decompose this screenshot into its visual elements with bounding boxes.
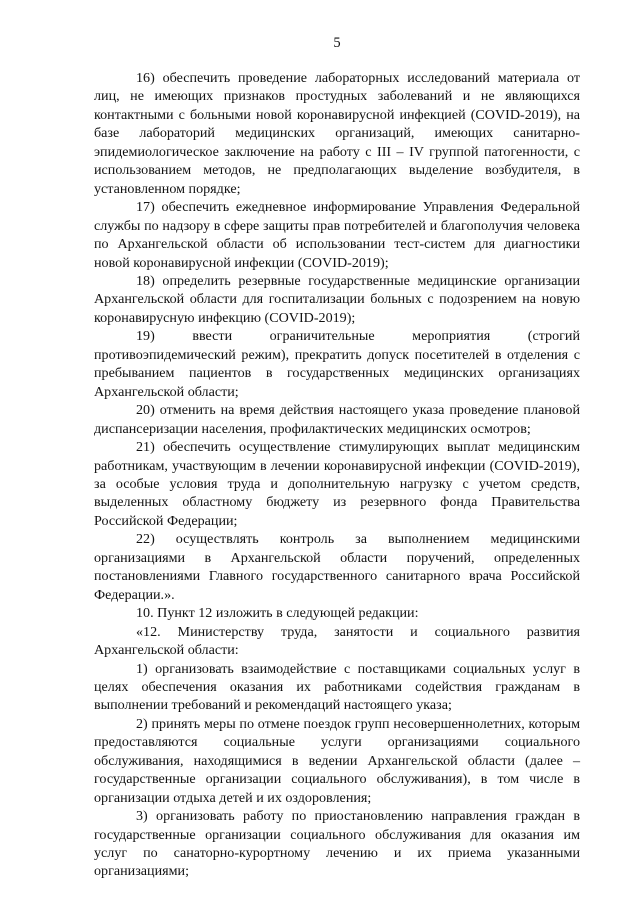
paragraph-point-12-heading: «12. Министерству труда, занятости и социального развития Архангельской области: [94,623,580,659]
paragraph-item-17: 17) обеспечить ежедневное информирование Управления Федеральной службы по надзору в сфере защиты прав потребителей и благополучия человека по Архангельской области об использовании тест-систем для диагностики новой коронавирусной инфекции (COVID-2019); [94,199,580,271]
paragraph-subitem-2: 2) принять меры по отмене поездок групп несовершеннолетних, которым предоставляются социальные услуги организациями социального обслуживания, находящимися в ведении Архангельской области (далее – государственные организации социального обслуживания), в том числе в организации отдыха детей и их оздоровления; [94,715,580,806]
paragraph-item-19: 19) ввести ограничительные мероприятия (строгий противоэпидемический режим), прекратить допуск посетителей в отделения с пребыванием пациентов в государственных медицинских организациях Архангельской области; [94,328,580,400]
paragraph-item-18: 18) определить резервные государственные медицинские организации Архангельской области для госпитализации больных с подозрением на новую коронавирусную инфекцию (COVID-2019); [94,272,580,326]
paragraph-item-16: 16) обеспечить проведение лабораторных исследований материала от лиц, не имеющих признаков простудных заболеваний и не являющихся контактными с больными новой коронавирусной инфекцией (COVID-2019), на базе лабораторий медицинских организаций, имеющих санитарно-эпидемиологическое заключение на работу с III – IV группой патогенности, с использованием методов, не предполагающих выделение возбудителя, в установленном порядке; [94,70,580,197]
page-number: 5 [333,35,341,51]
paragraph-point-10: 10. Пункт 12 изложить в следующей редакции: [136,605,419,622]
paragraph-subitem-3: 3) организовать работу по приостановлению направления граждан в государственные организации социального обслуживания для оказания им услуг по санаторно-курортному лечению и их приема указанными организациями; [94,808,580,880]
paragraph-subitem-1: 1) организовать взаимодействие с поставщиками социальных услуг в целях обеспечения оказания их работниками содействия гражданам в выполнении требований и рекомендаций настоящего указа; [94,660,580,714]
paragraph-item-22: 22) осуществлять контроль за выполнением медицинскими организациями в Архангельской области поручений, определенных постановлениями Главного государственного санитарного врача Российской Федерации.». [94,531,580,603]
document-body [94,69,580,881]
paragraph-item-21: 21) обеспечить осуществление стимулирующих выплат медицинским работникам, участвующим в лечении коронавирусной инфекции (COVID-2019), за особые условия труда и дополнительную нагрузку с учетом средств, выделенных областному бюджету из резервного фонда Правительства Российской Федерации; [94,439,580,529]
paragraph-item-20: 20) отменить на время действия настоящего указа проведение плановой диспансеризации населения, профилактических медицинских осмотров; [94,402,580,437]
